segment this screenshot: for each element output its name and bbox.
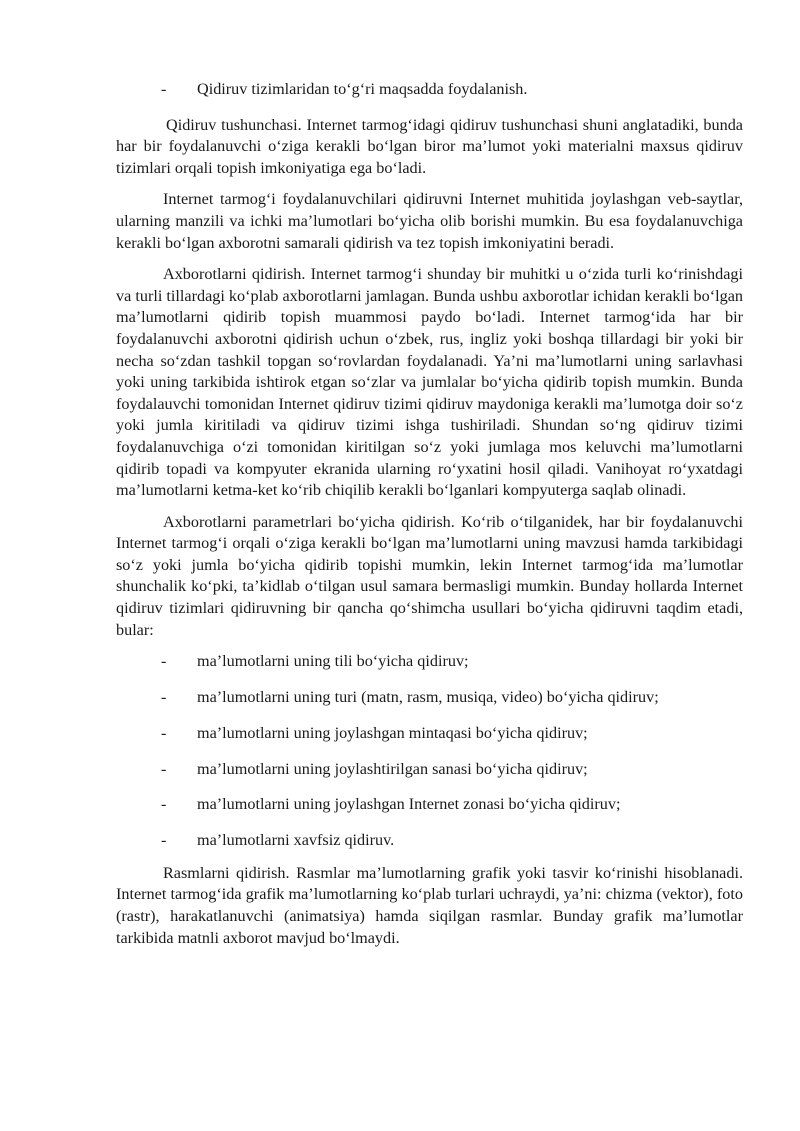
- search-options-list: [116, 651, 743, 852]
- list-item-text: ma’lumotlarni xavfsiz qidiruv.: [197, 831, 395, 850]
- paragraph-text: Internet tarmog‘i foydalanuvchilari qidiruvni Internet muhitida joylashgan veb-saytlar, ularning manzili va ichki ma’lumotlari bo‘yicha olib borishi mumkin. Bu esa foydalanuvchiga kerakli bo‘lgan axborotni samarali qidirish va tez topish imkoniyatini beradi.: [116, 190, 743, 252]
- list-item: [116, 687, 743, 709]
- list-item: [116, 651, 743, 673]
- list-item: [116, 794, 743, 816]
- paragraph-text: Internet tarmog‘idagi qidiruv tushunchasi shuni anglatadiki, bunda har bir foydalanuvchi o‘ziga kerakli bo‘lgan biror ma’lumot yoki materialni maxsus qidiruv tizimlari orqali topish imkoniyatiga ega bo‘ladi.: [116, 115, 743, 177]
- list-dash: -: [161, 723, 167, 742]
- list-dash: -: [161, 759, 167, 778]
- paragraph-text: Ko‘rib o‘tilganidek, har bir foydalanuvchi Internet tarmog‘i orqali o‘ziga kerakli bo‘lgan ma’lumotlarni uning mavzusi hamda tarkibidagi so‘z yoki jumla bo‘yicha qidirib topishi mumkin, lekin Internet tarmog‘ida ma’lumotlar shunchalik ko‘pki, ta’kidlab o‘tilgan usul samara bermasligi mumkin. Bunday hollarda Internet qidiruv tizimlari qidiruvning bir qancha qo‘shimcha usullari bo‘yicha qidiruvni taqdim etadi, bular:: [116, 512, 743, 639]
- paragraph-text: Rasmlar ma’lumotlarning grafik yoki tasvir ko‘rinishi hisoblanadi. Internet tarmog‘ida grafik ma’lumotlarning ko‘plab turlari uchraydi, ya’ni: chizma (vektor), foto (rastr), harakatlanuvchi (animatsiya) hamda siqilgan rasmlar. Bunday grafik ma’lumotlar tarkibida matnli axborot mavjud bo‘lmaydi.: [116, 863, 743, 947]
- list-item: [116, 759, 743, 781]
- list-item: [116, 79, 743, 101]
- paragraph-parameter-search: [116, 512, 743, 642]
- list-dash: -: [161, 652, 167, 671]
- paragraph-text: Internet tarmog‘i shunday bir muhitki u o‘zida turli ko‘rinishdagi va turli tillardagi ko‘plab axborotlarni jamlagan. Bunda ushbu axborotlar ichidan kerakli bo‘lgan ma’lumotlarni qidirib topish muammosi paydo bo‘ladi. Internet tarmog‘ida har bir foydalanuvchi axborotni qidirish uchun o‘zbek, rus, ingliz yoki boshqa tillardagi bir yoki bir necha so‘zdan tashkil topgan so‘rovlardan foydalanadi. Ya’ni ma’lumotlarni uning sarlavhasi yoki uning tarkibida ishtirok etgan so‘zlar va jumlalar bo‘yicha qidirib topish mumkin. Bunda foydalauvchi tomonidan Internet qidiruv tizimi qidiruv maydoniga kerakli ma’lumotga doir so‘z yoki jumla kiritiladi va qidiruv tizimi ishga tushiriladi. Shundan so‘ng qidiruv tizimi foydalanuvchiga o‘zi tomonidan kiritilgan so‘z yoki jumlaga mos keluvchi ma’lumotlarni qidirib topadi va kompyuter ekranida ularning ro‘yxatini hosil qiladi. Vanihoyat ro‘yxatdagi ma’lumotlarni ketma-ket ko‘rib chiqilib kerakli bo‘lganlari kompyuterga saqlab olinadi.: [116, 265, 743, 500]
- paragraph-heading: Rasmlarni qidirish.: [163, 863, 290, 882]
- list-dash: -: [161, 688, 167, 707]
- paragraph-internet-users: [116, 189, 743, 254]
- list-item-text: ma’lumotlarni uning turi (matn, rasm, musiqa, video) bo‘yicha qidiruv;: [197, 688, 659, 707]
- list-item-text: ma’lumotlarni uning tili bo‘yicha qidiruv;: [197, 652, 469, 671]
- list-item: [116, 830, 743, 852]
- paragraph-heading: Qidiruv tushunchasi.: [166, 115, 302, 134]
- paragraph-information-search: [116, 264, 743, 502]
- list-dash: -: [161, 831, 167, 850]
- paragraph-heading: Axborotlarni parametrlari bo‘yicha qidirish.: [163, 512, 455, 531]
- paragraph-heading: Axborotlarni qidirish.: [163, 265, 306, 284]
- list-item-text: ma’lumotlarni uning joylashtirilgan sanasi bo‘yicha qidiruv;: [197, 759, 588, 778]
- list-item-text: Qidiruv tizimlaridan to‘g‘ri maqsadda foydalanish.: [197, 80, 528, 98]
- list-dash: -: [161, 795, 167, 814]
- list-dash: -: [161, 80, 167, 98]
- list-item-text: ma’lumotlarni uning joylashgan Internet zonasi bo‘yicha qidiruv;: [197, 795, 621, 814]
- list-item-text: ma’lumotlarni uning joylashgan mintaqasi bo‘yicha qidiruv;: [197, 723, 588, 742]
- paragraph-search-concept: [116, 115, 743, 180]
- paragraph-image-search: [116, 863, 743, 949]
- list-item: [116, 723, 743, 745]
